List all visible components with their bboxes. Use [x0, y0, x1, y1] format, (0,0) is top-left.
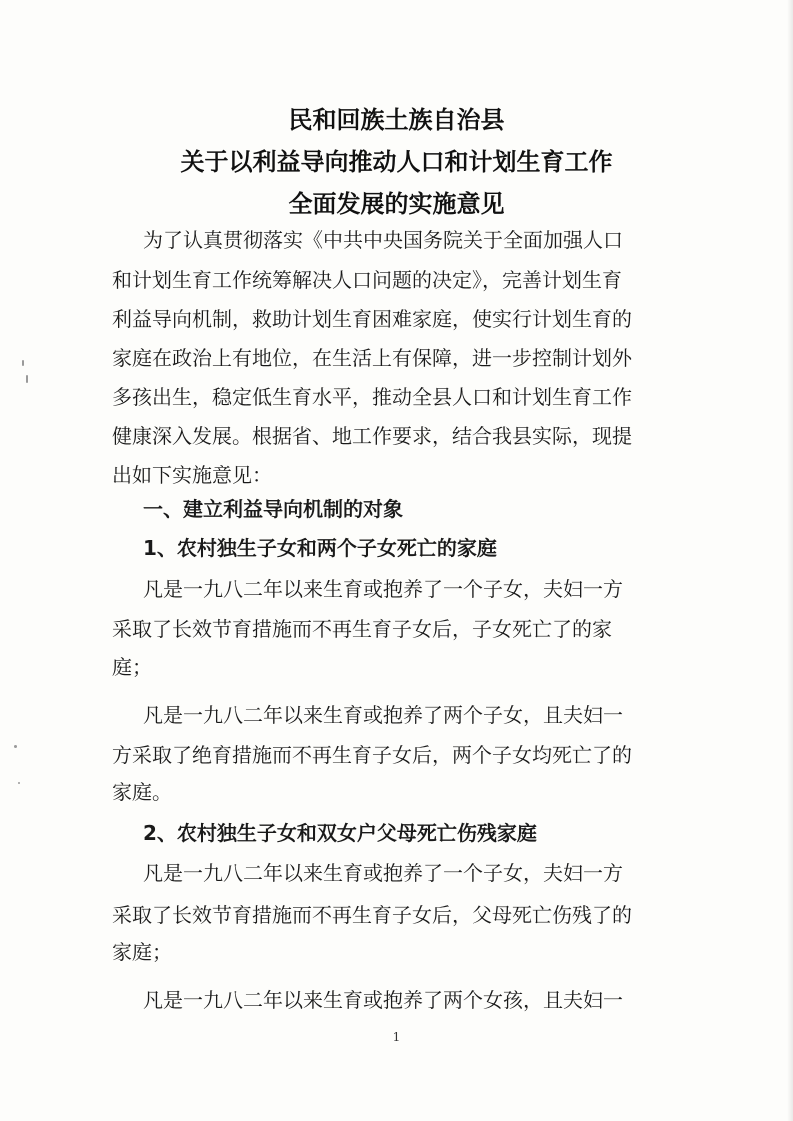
document-title-line-3: 全面发展的实施意见 — [288, 189, 505, 218]
scan-speck — [26, 375, 28, 383]
section-heading: 一、建立利益导向机制的对象 — [143, 497, 403, 521]
intro-paragraph-line: 利益导向机制，救助计划生育困难家庭，使实行计划生育的 — [112, 307, 632, 331]
subsection-1-paragraph-1-line: 凡是一九八二年以来生育或抱养了一个子女，夫妇一方 — [143, 577, 623, 601]
subsection-1-paragraph-2-line: 家庭。 — [112, 780, 172, 804]
subsection-2-paragraph-1-line: 家庭； — [112, 940, 172, 964]
scan-speck — [18, 782, 20, 784]
subsection-heading-2: 2、农村独生子女和双女户父母死亡伤残家庭 — [143, 821, 537, 845]
subsection-2-paragraph-2-line: 凡是一九八二年以来生育或抱养了两个女孩，且夫妇一 — [143, 988, 623, 1012]
document-title-line-2: 关于以利益导向推动人口和计划生育工作 — [180, 147, 613, 176]
subsection-1-paragraph-1-line: 庭； — [112, 655, 152, 679]
intro-paragraph-line: 出如下实施意见： — [112, 463, 272, 487]
intro-paragraph-line: 和计划生育工作统筹解决人口问题的决定》，完善计划生育 — [112, 268, 622, 292]
subsection-1-paragraph-2-line: 方采取了绝育措施而不再生育子女后，两个子女均死亡了的 — [112, 743, 632, 767]
intro-paragraph-line: 多孩出生，稳定低生育水平，推动全县人口和计划生育工作 — [112, 385, 632, 409]
intro-paragraph-line: 健康深入发展。根据省、地工作要求，结合我县实际，现提 — [112, 424, 632, 448]
subsection-1-paragraph-1-line: 采取了长效节育措施而不再生育子女后，子女死亡了的家 — [112, 617, 612, 641]
subsection-1-paragraph-2-line: 凡是一九八二年以来生育或抱养了两个子女，且夫妇一 — [143, 703, 623, 727]
scan-speck — [14, 745, 17, 748]
intro-paragraph-line: 家庭在政治上有地位，在生活上有保障，进一步控制计划外 — [112, 346, 632, 370]
page-number: 1 — [392, 1030, 401, 1044]
intro-paragraph-line: 为了认真贯彻落实《中共中央国务院关于全面加强人口 — [143, 228, 623, 252]
scan-speck — [22, 360, 24, 366]
subsection-2-paragraph-1-line: 采取了长效节育措施而不再生育子女后，父母死亡伤残了的 — [112, 903, 632, 927]
document-title-line-1: 民和回族土族自治县 — [288, 105, 505, 134]
subsection-heading-1: 1、农村独生子女和两个子女死亡的家庭 — [143, 536, 497, 560]
subsection-2-paragraph-1-line: 凡是一九八二年以来生育或抱养了一个子女，夫妇一方 — [143, 861, 623, 885]
